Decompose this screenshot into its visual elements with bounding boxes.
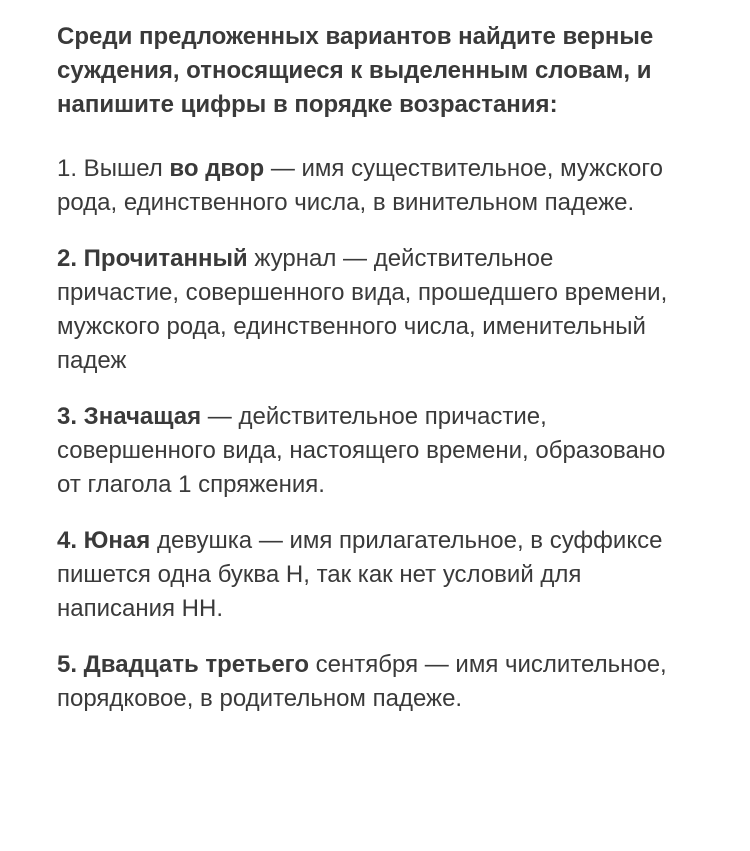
question-text: Среди предложенных вариантов найдите верные суждения, относящиеся к выделенным словам, и напишите цифры в порядке возрастания: [57,23,654,118]
answer-option-4 [57,524,680,626]
highlighted-word: 3. Значащая [57,403,202,430]
option-prefix: 1. Вышел [57,155,170,182]
option-statement: девушка — имя прилагательное, в суффиксе пишется одна буква Н, так как нет условий для написания НН. [57,527,663,622]
option-statement: журнал — действительное причастие, совершенного вида, прошедшего времени, мужского рода, единственного числа, именительный падеж [57,245,668,374]
highlighted-word: 4. Юная [57,527,151,554]
option-statement: сентября — имя числительное, порядковое, в родительном падеже. [57,651,667,712]
answer-option-3 [57,400,680,502]
answer-option-1 [57,152,680,220]
option-statement: — действительное причастие, совершенного вида, настоящего времени, образовано от глагола 1 спряжения. [57,403,666,498]
answer-option-2 [57,242,680,378]
answer-option-5 [57,648,680,716]
option-statement: — имя существительное, мужского рода, единственного числа, в винительном падеже. [57,155,663,216]
highlighted-word: 5. Двадцать третьего [57,651,310,678]
highlighted-word: во двор [169,155,265,182]
highlighted-word: 2. Прочитанный [57,245,248,272]
